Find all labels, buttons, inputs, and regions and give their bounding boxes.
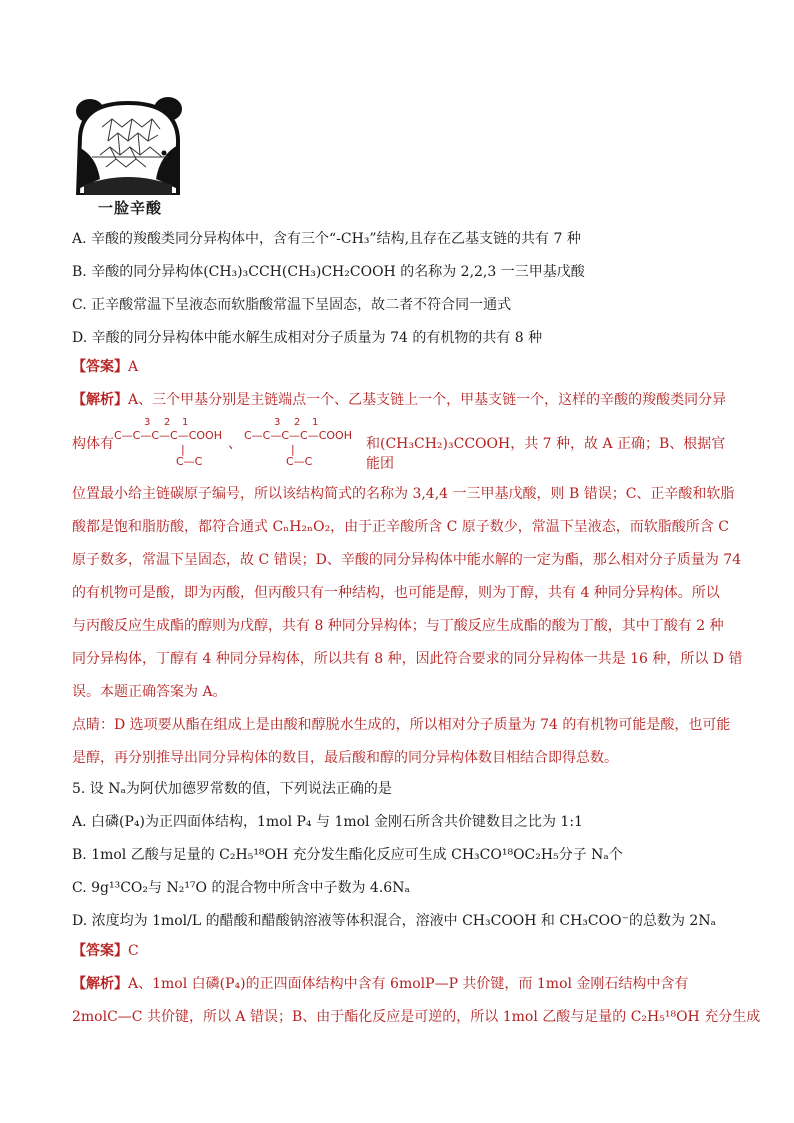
answer-tag: 【答案】 [72, 359, 128, 375]
structure-2-bond: | [291, 443, 295, 456]
q4-option-c: C. 正辛酸常温下呈液态而软脂酸常温下呈固态，故二者不符合同一通式 [72, 297, 512, 313]
figure-caption: 一脸辛酸 [98, 199, 163, 217]
answer-tag: 【答案】 [72, 943, 128, 959]
q4-option-d: D. 辛酸的同分异构体中能水解生成相对分子质量为 74 的有机物的共有 8 种 [72, 330, 543, 346]
q4-option-b: B. 辛酸的同分异构体(CH₃)₃CCH(CH₃)CH₂COOH 的名称为 2,2,3 一三甲基戊酸 [72, 264, 585, 280]
q5-analysis-line-1 [72, 974, 732, 994]
structure-1-num-2: 2 [164, 417, 171, 428]
analysis-prefix: 构体有 [72, 436, 114, 452]
q5-option-a: A. 白磷(P₄)为正四面体结构，1mol P₄ 与 1mol 金刚石所含共价键数目之比为 1:1 [72, 814, 583, 830]
q4-analysis-line-3: 位置最小给主链碳原子编号，所以该结构简式的名称为 3,4,4 一三甲基戊酸，则 B 错误；C、正辛酸和软脂 [72, 486, 735, 502]
structure-2-num-2: 2 [294, 417, 301, 428]
q4-tip-line-2: 是醇，再分别推导出同分异构体的数目，最后酸和醇的同分异构体数目相结合即得总数。 [72, 750, 618, 766]
q4-analysis-line-9: 误。本题正确答案为 A。 [72, 684, 227, 700]
q4-analysis-line-7: 与丙酸反应生成酯的醇则为戊醇，共有 8 种同分异构体；与丁酸反应生成酯的酸为丁酸，其中丁酸有 2 种 [72, 618, 724, 634]
q4-analysis-line-5: 原子数多，常温下呈固态，故 C 错误；D、辛酸的同分异构体中能水解的一定为酯，那么相对分子质量为 74 [72, 552, 742, 568]
structure-2-chain: C—C—C—C—COOH [244, 429, 352, 442]
structure-2-num-3: 3 [274, 417, 281, 428]
structure-1-bond: | [181, 443, 185, 456]
structure-1-num-1: 1 [182, 417, 189, 428]
q4-option-a: A. 辛酸的羧酸类同分异构体中，含有三个“-CH₃”结构,且存在乙基支链的共有 7 种 [72, 231, 581, 247]
q4-analysis-line-6: 的有机物可是酸，即为丙酸，但丙酸只有一种结构，也可能是醇，则为丁醇，共有 4 种同分异构体。所以 [72, 585, 720, 601]
analysis-text: A、1mol 白磷(P₄)的正四面体结构中含有 6molP—P 共价键，而 1mol 金刚石结构中含有 [128, 976, 689, 992]
structure-2 [244, 417, 374, 473]
panda-molecule-figure [72, 97, 184, 217]
q4-tip-line-1: 点睛：D 选项要从酯在组成上是由酸和醇脱水生成的，所以相对分子质量为 74 的有机物可能是酸，也可能 [72, 717, 731, 733]
q5-option-d: D. 浓度均为 1mol/L 的醋酸和醋酸钠溶液等体积混合，溶液中 CH₃COOH 和 CH₃COO⁻的总数为 2Nₐ [72, 913, 716, 929]
q5-answer [72, 941, 732, 961]
structure-1 [114, 417, 244, 473]
answer-value: A [128, 359, 139, 375]
q5-option-c: C. 9g¹³CO₂与 N₂¹⁷O 的混合物中所含中子数为 4.6Nₐ [72, 880, 410, 896]
structure-separator: 、 [228, 436, 242, 452]
q5-stem: 5. 设 Nₐ为阿伏加德罗常数的值，下列说法正确的是 [72, 781, 392, 797]
q4-analysis-line-1 [72, 390, 732, 410]
structure-1-num-3: 3 [144, 417, 151, 428]
structure-2-branch: C—C [286, 455, 313, 468]
structure-2-num-1: 1 [312, 417, 319, 428]
analysis-text: A、三个甲基分别是主链端点一个、乙基支链上一个，甲基支链一个，这样的辛酸的羧酸类同分异 [128, 392, 727, 408]
q5-analysis-line-2: 2molC—C 共价键，所以 A 错误；B、由于酯化反应是可逆的，所以 1mol 乙酸与足量的 C₂H₅¹⁸OH 充分生成 [72, 1009, 761, 1025]
q4-analysis-line-4: 酸都是饱和脂肪酸，都符合通式 CₙH₂ₙO₂，由于正辛酸所含 C 原子数少，常温下呈液态，而软脂酸所含 C [72, 519, 729, 535]
structure-1-chain: C—C—C—C—COOH [114, 429, 222, 442]
q4-analysis-line-8: 同分异构体，丁醇有 4 种同分异构体，所以共有 8 种，因此符合要求的同分异构体一共是 16 种，所以 D 错 [72, 651, 743, 667]
structure-1-branch: C—C [176, 455, 203, 468]
q5-option-b: B. 1mol 乙酸与足量的 C₂H₅¹⁸OH 充分发生酯化反应可生成 CH₃CO¹⁸OC₂H₅分子 Nₐ个 [72, 847, 623, 863]
analysis-tag: 【解析】 [72, 392, 128, 408]
answer-value: C [128, 943, 139, 959]
analysis-mid-text: 和(CH₃CH₂)₃CCOOH，共 7 种，故 A 正确；B、根据官能团 [366, 436, 726, 472]
q4-answer [72, 357, 732, 377]
analysis-tag: 【解析】 [72, 976, 128, 992]
q4-structure-row [72, 417, 732, 473]
